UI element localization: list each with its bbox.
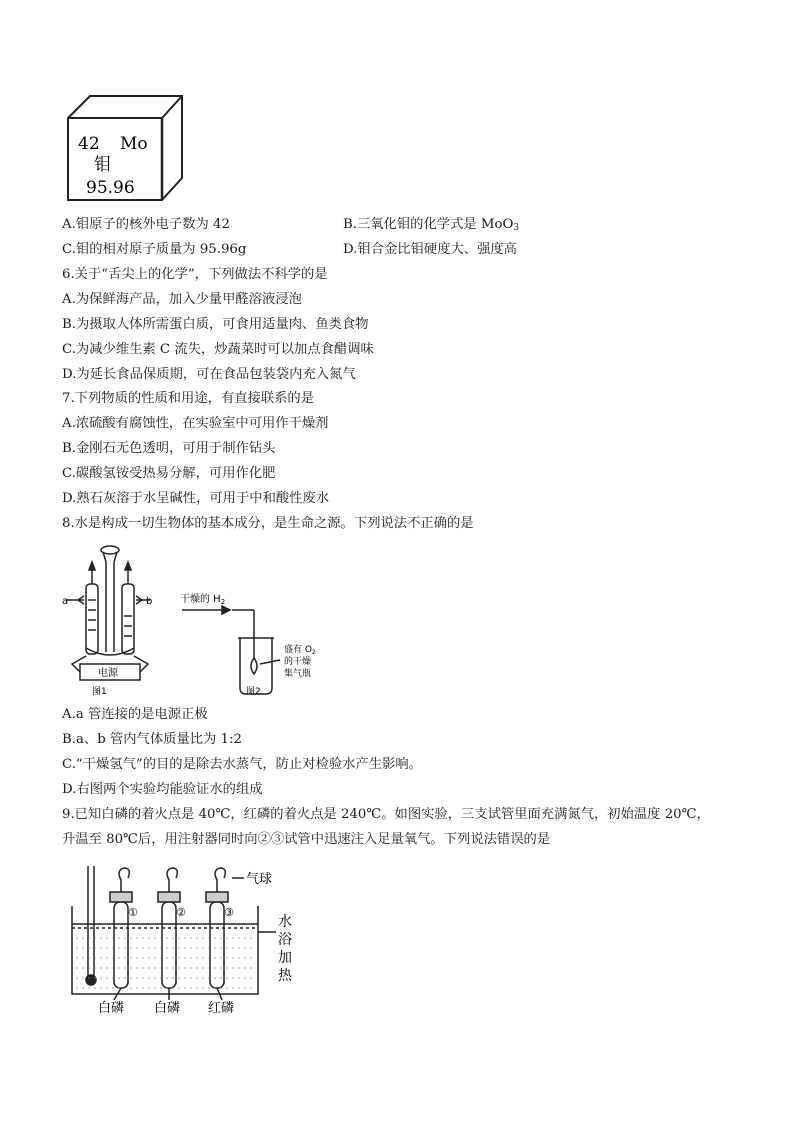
balloon-label: 气球 xyxy=(246,872,273,887)
q5-option-b xyxy=(343,216,519,234)
q9-stem-line-2: 升温至 80℃后，用注射器同时向②③试管中迅速注入足量氧气。下列说法错误的是 xyxy=(62,832,551,847)
q5-option-b-text: B.三氧化钼的化学式是 MoO xyxy=(343,217,514,232)
q7-option-d: D.熟石灰溶于水呈碱性，可用于中和酸性废水 xyxy=(62,491,330,506)
water-bath-label-4: 热 xyxy=(278,968,292,984)
q9-stem-line-1: 9.已知白磷的着火点是 40℃，红磷的着火点是 240℃。如图实验，三支试管里面充满氮气，初始温度 20℃， xyxy=(62,807,710,822)
element-name: 钼 xyxy=(94,155,111,175)
q6-option-c: C.为减少维生素 C 流失，炒蔬菜时可以加点食醋调味 xyxy=(62,342,374,357)
phosphorus-combustion-figure xyxy=(62,858,312,1018)
atomic-mass: 95.96 xyxy=(86,178,135,198)
q8-option-a: A.a 管连接的是电源正极 xyxy=(62,707,208,722)
molybdenum-element-card xyxy=(60,92,192,208)
tube-2-label: ② xyxy=(176,906,186,919)
figure-1-electrolysis-apparatus xyxy=(66,546,153,680)
water-bath-label-1: 水 xyxy=(278,914,292,930)
q7-option-b: B.金刚石无色透明，可用于制作钻头 xyxy=(62,441,276,456)
fig1-label-b: b xyxy=(146,596,153,607)
substance-2-label: 白磷 xyxy=(154,1001,181,1016)
tube-1-label: ① xyxy=(128,906,138,919)
fig1-label-a: a xyxy=(62,596,69,607)
q8-option-c: C.“干燥氢气”的目的是除去水蒸气，防止对检验水产生影响。 xyxy=(62,757,422,772)
electrolysis-figure xyxy=(62,540,352,700)
figure-2-hydrogen-burning-apparatus xyxy=(182,606,280,694)
tube-3-label: ③ xyxy=(224,906,234,919)
q8-option-d: D.右图两个实验均能验证水的组成 xyxy=(62,782,263,797)
element-symbol: Mo xyxy=(120,134,148,154)
q7-option-c: C.碳酸氢铵受热易分解，可用作化肥 xyxy=(62,466,276,481)
q5-option-b-sub: 3 xyxy=(513,223,520,233)
water-bath-label-2: 浴 xyxy=(278,932,292,948)
q6-option-b: B.为摄取人体所需蛋白质，可食用适量肉、鱼类食物 xyxy=(62,317,369,332)
q5-option-a: A.钼原子的核外电子数为 42 xyxy=(62,217,230,232)
fig2-bottle-label-3: 集气瓶 xyxy=(284,669,312,679)
fig2-bottle-label-2: 的干燥 xyxy=(284,657,312,667)
fig2-caption: 图2 xyxy=(246,687,261,697)
q5-option-d: D.钼合金比钼硬度大、强度高 xyxy=(343,242,517,257)
fig2-h2-label: 干燥的 $H_2$ xyxy=(180,594,226,606)
substance-1-label: 白磷 xyxy=(98,1001,125,1016)
fig2-bottle-label-1: 盛有 $O_2$ xyxy=(284,645,316,656)
q8-stem: 8.水是构成一切生物体的基本成分，是生命之源。下列说法不正确的是 xyxy=(62,516,474,531)
q6-stem: 6.关于“舌尖上的化学”，下列做法不科学的是 xyxy=(62,267,328,282)
fig1-caption: 图1 xyxy=(92,687,107,697)
q7-stem: 7.下列物质的性质和用途，有直接联系的是 xyxy=(62,391,315,406)
q5-option-c: C.钼的相对原子质量为 95.96g xyxy=(62,242,247,257)
substance-3-label: 红磷 xyxy=(208,1001,235,1016)
q7-option-a: A.浓硫酸有腐蚀性，在实验室中可用作干燥剂 xyxy=(62,416,329,431)
water-bath-label-3: 加 xyxy=(278,950,292,966)
atomic-number: 42 xyxy=(78,134,100,154)
q6-option-a: A.为保鲜海产品，加入少量甲醛溶液浸泡 xyxy=(62,292,302,307)
q6-option-d: D.为延长食品保质期，可在食品包装袋内充入氮气 xyxy=(62,367,356,382)
fig1-power-label: 电源 xyxy=(98,668,118,679)
q8-option-b: B.a、b 管内气体质量比为 1:2 xyxy=(62,732,242,747)
